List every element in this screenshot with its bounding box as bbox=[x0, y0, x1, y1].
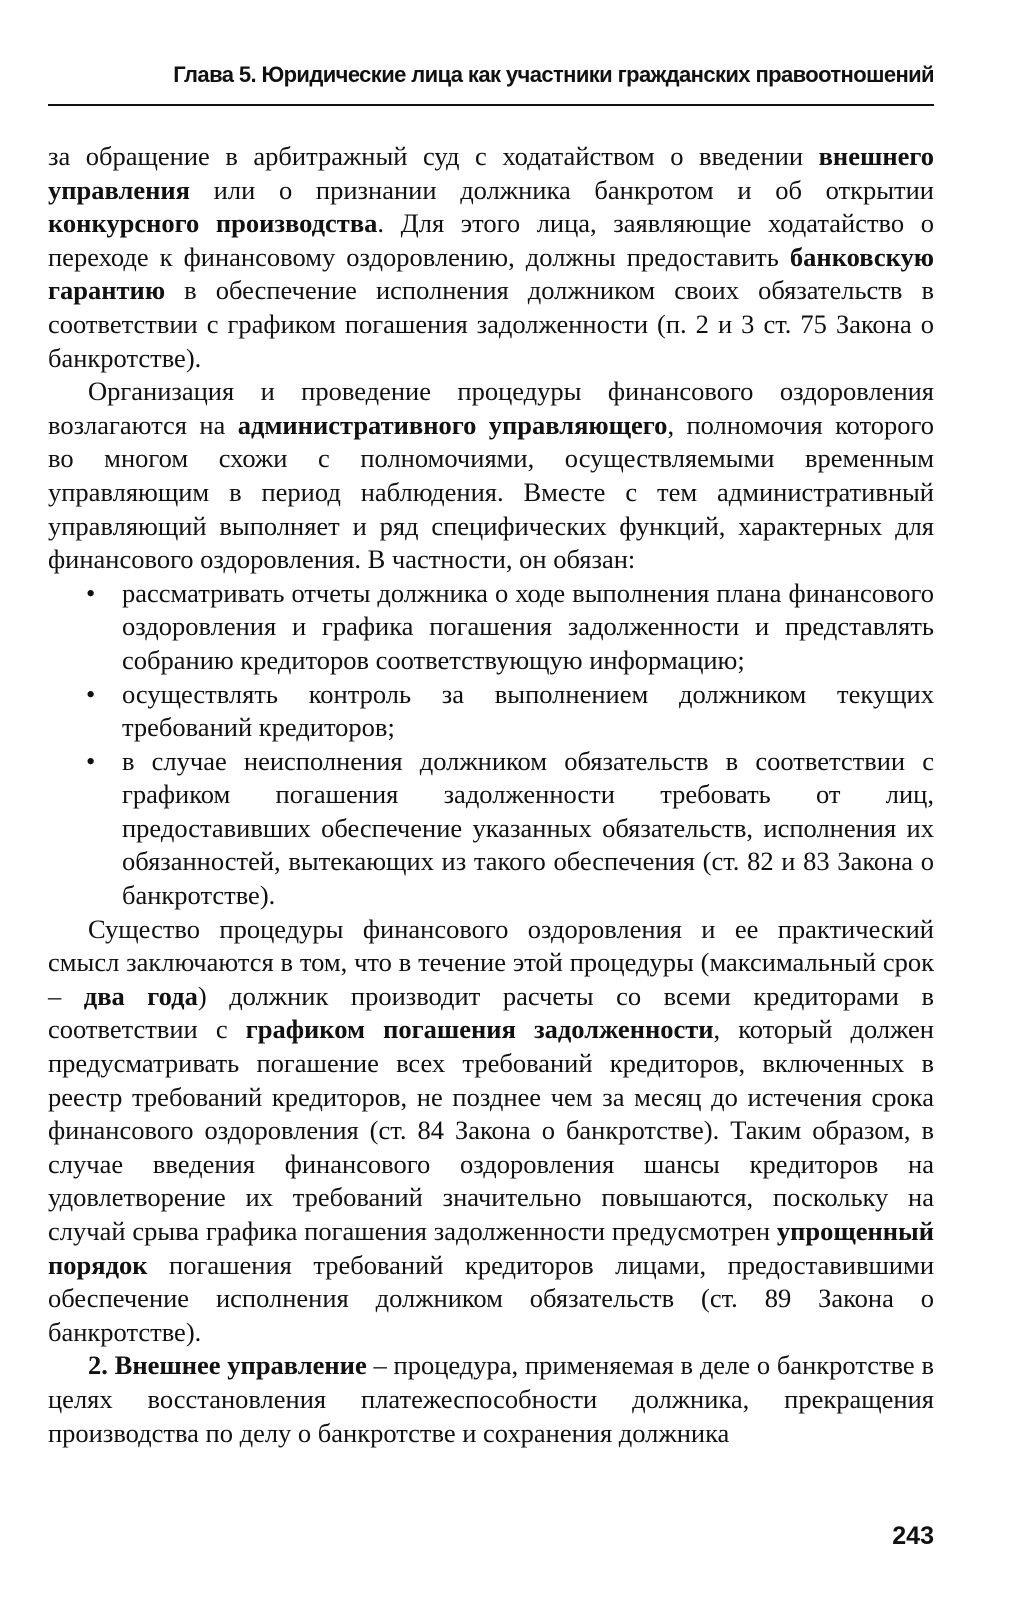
paragraph bbox=[48, 140, 934, 375]
list-item bbox=[48, 678, 934, 745]
bullet-icon: • bbox=[86, 678, 96, 709]
bullet-list bbox=[48, 577, 934, 913]
text-run: за обращение в арбитражный суд с ходатайством о введении bbox=[48, 141, 819, 171]
bullet-icon: • bbox=[86, 745, 96, 776]
bold-term: конкурсного производства bbox=[48, 208, 378, 239]
running-header: Глава 5. Юридические лица как участники гражданских правоотношений bbox=[173, 62, 934, 87]
bold-term: административного управляющего bbox=[237, 409, 668, 440]
list-item-text bbox=[122, 679, 934, 743]
list-item bbox=[48, 745, 934, 913]
bold-term: два года bbox=[83, 980, 198, 1011]
text-run: осуществлять контроль за выполнением должником текущих требований кредиторов; bbox=[122, 678, 934, 743]
paragraph bbox=[48, 375, 934, 577]
text-run: Организация и проведение процедуры финансового оздоровления возлагаются на bbox=[48, 376, 934, 440]
page-number: 243 bbox=[892, 1522, 934, 1550]
paragraph bbox=[48, 913, 934, 1350]
bold-term: упрощенный порядок bbox=[48, 1216, 934, 1280]
list-item-text bbox=[122, 746, 934, 910]
bold-term: внешнего управления bbox=[48, 141, 934, 205]
text-run: Существо процедуры финансового оздоровления и ее практический смысл заключаются в том, что в течение этой процедуры (максимальный срок – bbox=[48, 913, 934, 1011]
bold-term: 2. Внешнее управление bbox=[88, 1350, 367, 1381]
header-rule bbox=[48, 104, 934, 106]
text-run: погашения требований кредиторов лицами, предоставившими обеспечение исполнения должником обязательств (ст. 89 Закона о банкротстве). bbox=[48, 1249, 934, 1347]
list-item-text bbox=[122, 578, 934, 675]
list-item bbox=[48, 577, 934, 678]
text-run: в обеспечение исполнения должником своих обязательств в соответствии с графиком погашения задолженности (п. 2 и 3 ст. 75 Закона о банкротстве). bbox=[48, 275, 934, 373]
text-run: рассматривать отчеты должника о ходе выполнения плана финансового оздоровления и графика погашения задолженности и представлять собранию кредиторов соответствующую информацию; bbox=[122, 577, 934, 675]
text-run: или о признании должника банкротом и об открытии bbox=[189, 174, 934, 205]
paragraph bbox=[48, 1349, 934, 1450]
text-run: , полномочия которого во многом схожи с полномочиями, осуществляемыми временным управляющим в период наблюдения. Вместе с тем административный управляющий выполняет и ряд специфических функций, характерных для финансового оздоровления. В частности, он обязан: bbox=[48, 409, 934, 575]
text-run: – процедура, применяемая в деле о банкротстве в целях восстановления платежеспособности должника, прекращения производства по делу о банкротстве и сохранения должника bbox=[48, 1350, 934, 1448]
text-run: . Для этого лица, заявляющие ходатайство о переходе к финансовому оздоровлению, должны предоставить bbox=[48, 208, 934, 272]
text-run: ) должник производит расчеты со всеми кредиторами в соответствии с bbox=[48, 980, 935, 1045]
text-run: , который должен предусматривать погашение всех требований кредиторов, включенных в реестр требований кредиторов, не позднее чем за месяц до истечения срока финансового оздоровления (ст. 84 Закона о банкротстве). Таким образом, в случае введения финансового оздоровления шансы кредиторов на удовлетворение их требований значительно повышаются, поскольку на случай срыва графика погашения задолженности предусмотрен bbox=[48, 1014, 934, 1246]
page-body bbox=[48, 140, 934, 1450]
bullet-icon: • bbox=[86, 577, 96, 608]
bold-term: графиком погашения задолженности bbox=[245, 1014, 714, 1045]
bold-term: банковскую гарантию bbox=[48, 241, 934, 306]
text-run: в случае неисполнения должником обязательств в соответствии с графиком погашения задолженности требовать от лиц, предоставивших обеспечение указанных обязательств, исполнения их обязанностей, вытекающих из такого обеспечения (ст. 82 и 83 Закона о банкротстве). bbox=[122, 745, 934, 911]
